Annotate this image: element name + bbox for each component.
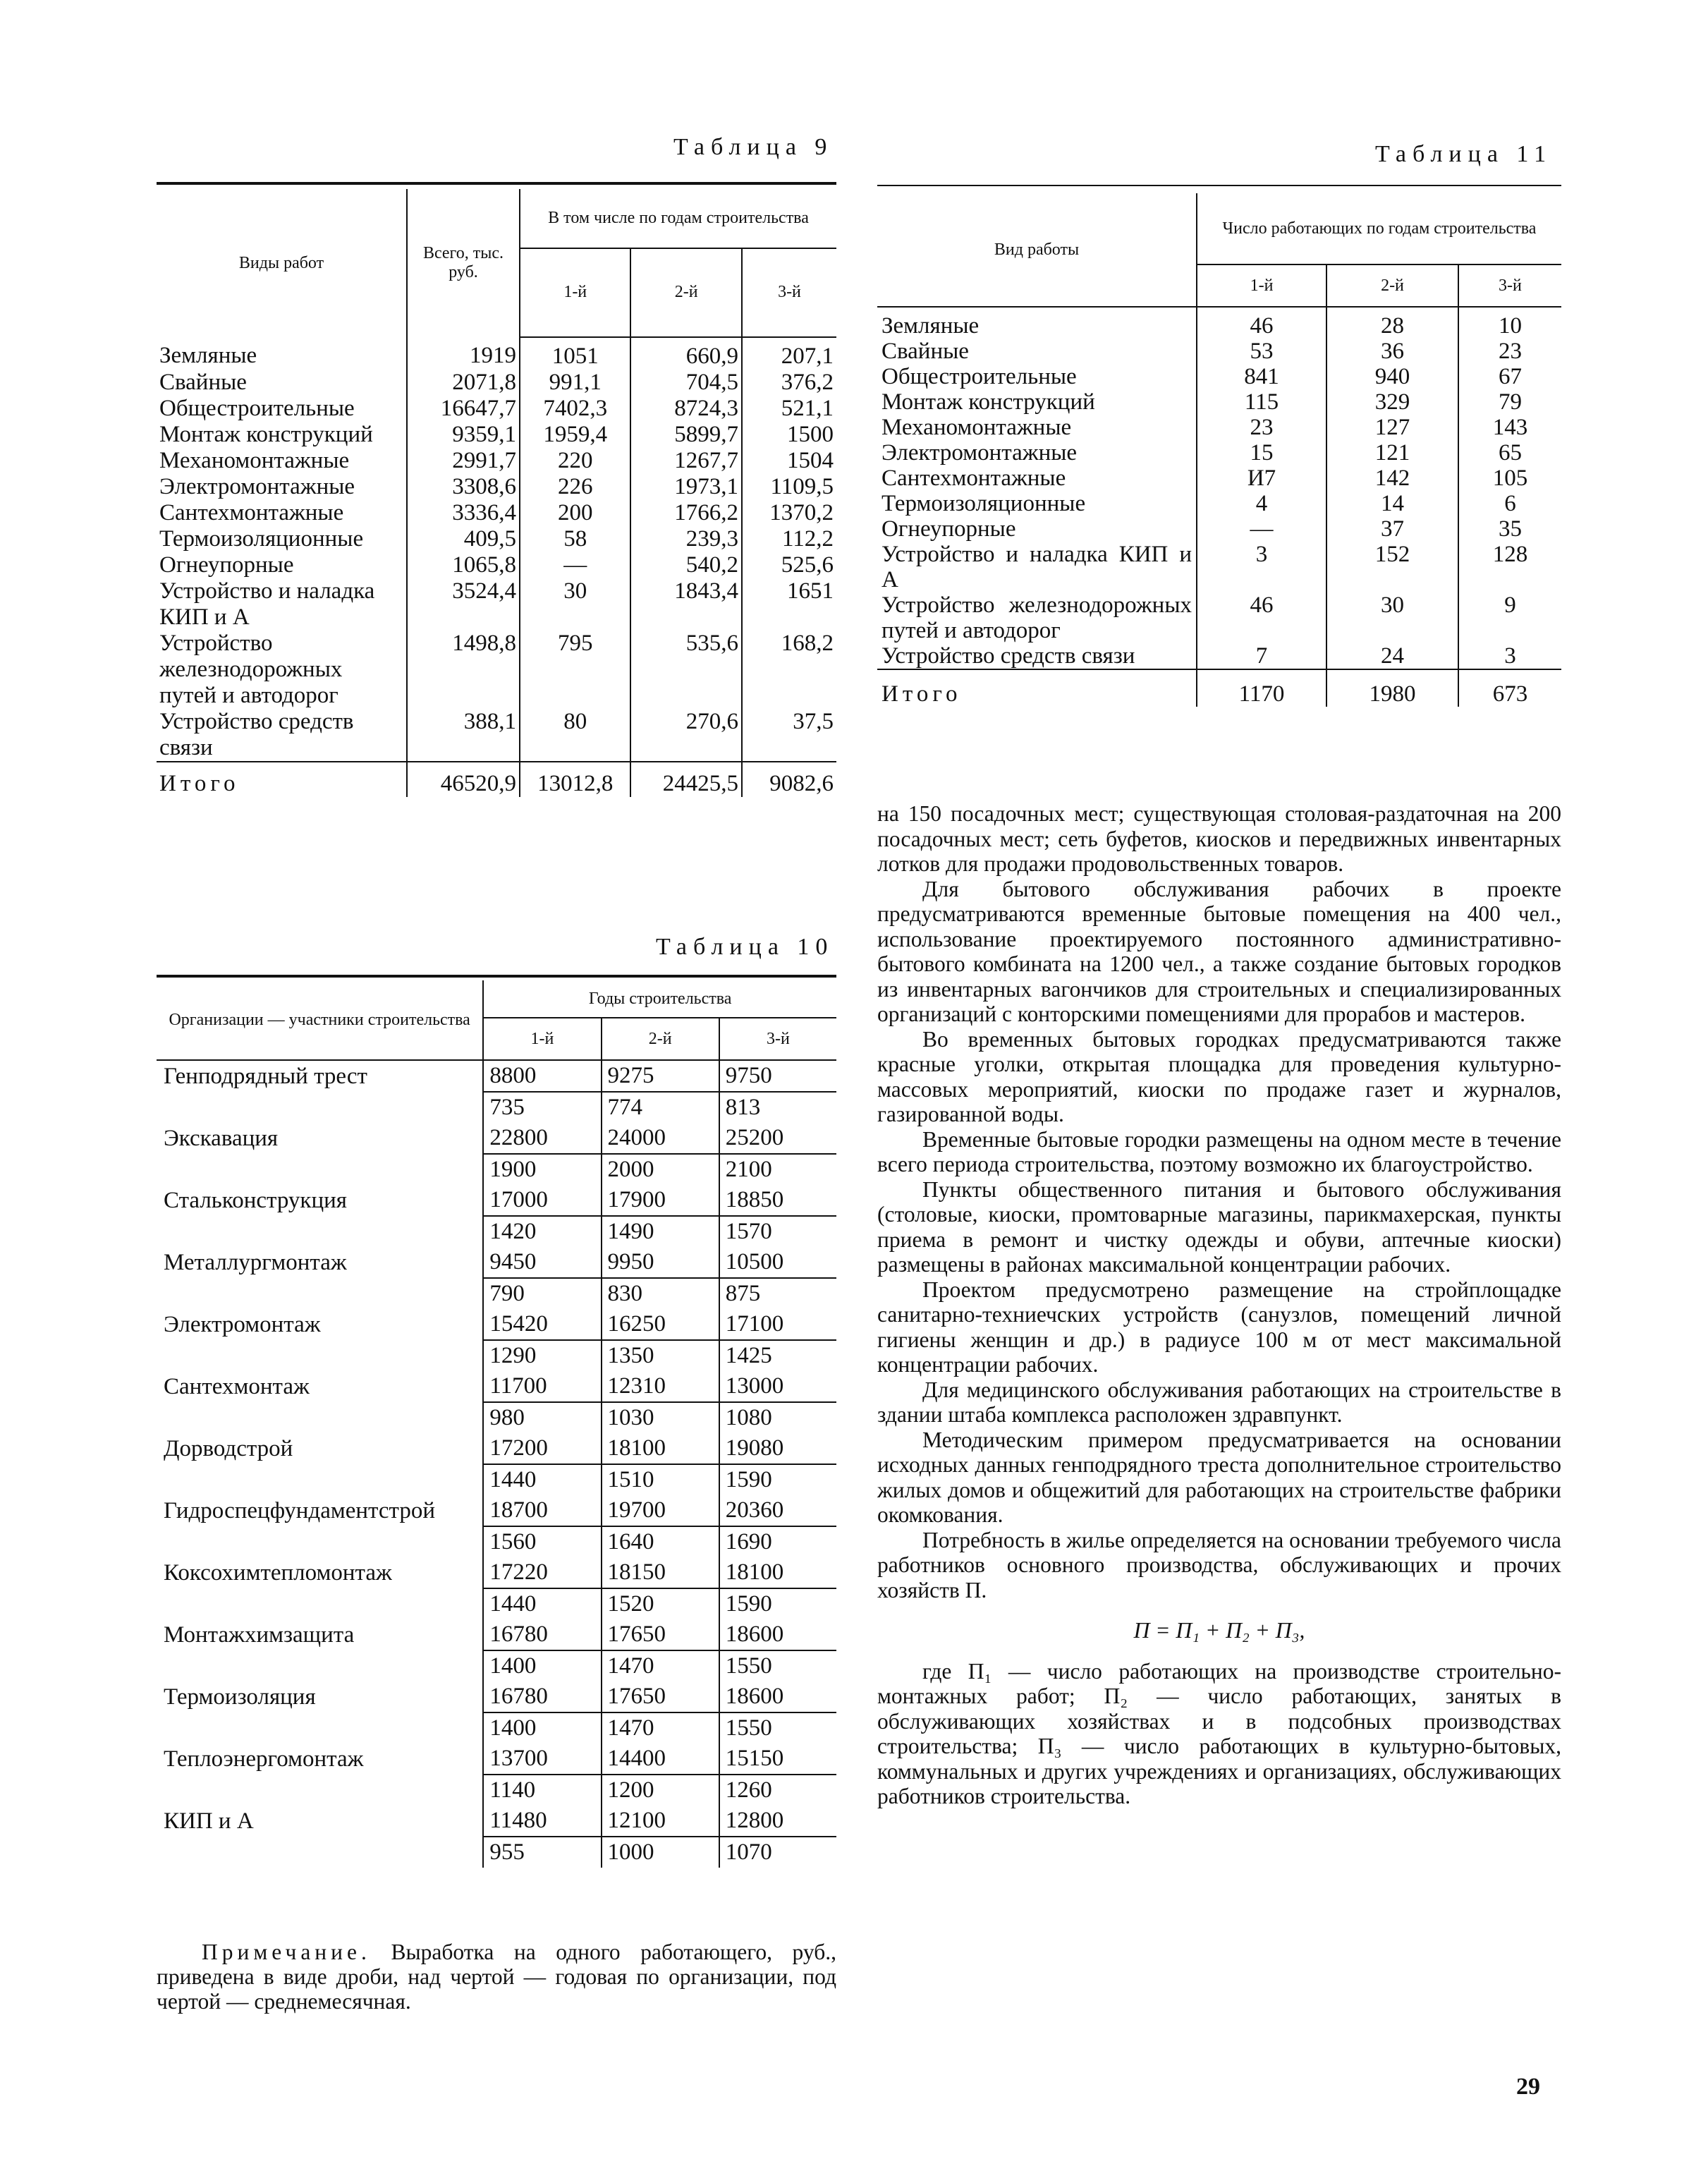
t10-monthly: 1400 (483, 1650, 601, 1681)
t11-y3: 143 (1458, 415, 1561, 440)
t10-annual: 20360 (719, 1495, 836, 1526)
t9-kind: Монтаж конструкций (159, 422, 373, 447)
t9-y3: 37,5 (742, 709, 836, 762)
t11-y3: 10 (1458, 307, 1561, 339)
t9-total-y3: 9082,6 (742, 762, 836, 797)
t11-total-label: Итого (877, 669, 1197, 707)
paragraph: Потребность в жилье определяется на основании требуемого числа работников основного производства, обслуживающих и прочих хозяйств П. (877, 1527, 1561, 1602)
table10 (157, 980, 836, 1868)
t9-kind: Механомонтажные (159, 448, 350, 473)
t11-y2: 30 (1326, 592, 1458, 643)
t11-head-y1: 1-й (1197, 264, 1326, 307)
t10-monthly: 1590 (719, 1588, 836, 1619)
t10-monthly: 2100 (719, 1154, 836, 1185)
t10-annual: 19700 (602, 1495, 719, 1526)
t9-body (157, 337, 836, 797)
t10-monthly: 1420 (483, 1216, 601, 1247)
t9-y2: 1766,2 (630, 500, 741, 526)
t10-monthly: 735 (483, 1092, 601, 1123)
t10-monthly: 875 (719, 1278, 836, 1309)
t11-total-row (877, 669, 1561, 707)
t10-monthly: 1000 (602, 1837, 719, 1868)
t9-total: 3524,4 (407, 578, 520, 631)
t10-body (157, 1060, 836, 1868)
t10-org: Генподрядный трест (164, 1064, 367, 1089)
t11-y3: 3 (1458, 643, 1561, 669)
t9-row (157, 709, 836, 762)
t10-annual: 18850 (719, 1185, 836, 1216)
table11-top-rule (877, 185, 1561, 186)
t10-monthly: 1550 (719, 1712, 836, 1744)
paragraph: Для медицинского обслуживания работающих на строительстве в здании штаба комплекса расположен здравпункт. (877, 1377, 1561, 1427)
t11-y1: 841 (1197, 364, 1326, 389)
t10-monthly: 1490 (602, 1216, 719, 1247)
t10-annual: 15150 (719, 1744, 836, 1775)
t9-row (157, 552, 836, 578)
t9-y1: 226 (520, 474, 630, 500)
t9-kind: Общестроительные (159, 396, 355, 421)
t11-kind: Монтаж конструкций (882, 389, 1095, 415)
t10-row (157, 1433, 836, 1464)
t9-y3: 376,2 (742, 370, 836, 396)
t10-head-y1: 1-й (483, 1018, 601, 1060)
t9-total: 1498,8 (407, 631, 520, 709)
t10-annual: 18600 (719, 1619, 836, 1650)
t11-y1: 53 (1197, 339, 1326, 364)
t10-monthly: 2000 (602, 1154, 719, 1185)
t10-monthly: 1690 (719, 1526, 836, 1557)
t9-y3: 521,1 (742, 396, 836, 422)
t9-y1: 7402,3 (520, 396, 630, 422)
t10-annual: 16780 (483, 1681, 601, 1712)
page-number: 29 (1516, 2074, 1540, 2100)
t10-head-years: Годы строительства (483, 980, 836, 1018)
t10-monthly: 1350 (602, 1340, 719, 1371)
t9-y1: 1959,4 (520, 422, 630, 448)
t9-y2: 270,6 (630, 709, 741, 762)
t10-monthly: 790 (483, 1278, 601, 1309)
t9-total: 3336,4 (407, 500, 520, 526)
table11-caption: Таблица 11 (1375, 141, 1553, 167)
table9-top-rule (157, 182, 836, 185)
t10-monthly: 1900 (483, 1154, 601, 1185)
t10-org: Теплоэнергомонтаж (164, 1746, 364, 1772)
t9-y2: 1267,7 (630, 448, 741, 474)
t11-y1: — (1197, 516, 1326, 542)
t9-y1: 1051 (520, 337, 630, 370)
t11-row (877, 415, 1561, 440)
t9-y1: 200 (520, 500, 630, 526)
t10-annual: 14400 (602, 1744, 719, 1775)
t9-head-y1: 1-й (520, 248, 630, 337)
paragraph: Временные бытовые городки размещены на одном месте в течение всего периода строительства, поэтому возможно их благоустройство. (877, 1126, 1561, 1176)
t11-row (877, 389, 1561, 415)
t9-total: 1919 (407, 337, 520, 370)
t11-y1: 23 (1197, 415, 1326, 440)
t11-y1: 46 (1197, 307, 1326, 339)
t11-kind: Электромонтажные (882, 440, 1078, 466)
t11-y1: И7 (1197, 466, 1326, 491)
t11-y3: 23 (1458, 339, 1561, 364)
t9-y1: 80 (520, 709, 630, 762)
t9-y2: 540,2 (630, 552, 741, 578)
t10-annual: 12800 (719, 1806, 836, 1837)
t9-total: 409,5 (407, 526, 520, 552)
t10-row (157, 1185, 836, 1216)
t9-y3: 1109,5 (742, 474, 836, 500)
t11-row (877, 440, 1561, 466)
t9-row (157, 474, 836, 500)
t11-y3: 6 (1458, 491, 1561, 516)
t9-total: 2991,7 (407, 448, 520, 474)
body-text (877, 801, 1561, 1809)
t9-head-total: Всего, тыс. руб. (407, 189, 520, 337)
t10-monthly: 1590 (719, 1464, 836, 1495)
t10-monthly: 1640 (602, 1526, 719, 1557)
t10-row (157, 1060, 836, 1092)
t9-total-row (157, 762, 836, 797)
t11-row (877, 491, 1561, 516)
t10-org: Дорводстрой (164, 1436, 293, 1461)
note-label: Примечание. (202, 1940, 371, 1964)
t10-org: Электромонтаж (164, 1312, 321, 1337)
t11-row (877, 592, 1561, 643)
t10-annual: 10500 (719, 1247, 836, 1278)
t9-total-y2: 24425,5 (630, 762, 741, 797)
t11-row (877, 364, 1561, 389)
t9-y2: 1843,4 (630, 578, 741, 631)
t9-row (157, 631, 836, 709)
t10-monthly: 980 (483, 1402, 601, 1433)
t11-row (877, 643, 1561, 669)
t10-annual: 17000 (483, 1185, 601, 1216)
t11-total-y3: 673 (1458, 669, 1561, 707)
t10-org: Стальконструкция (164, 1188, 347, 1213)
t9-y2: 239,3 (630, 526, 741, 552)
t9-y1: 991,1 (520, 370, 630, 396)
t11-y2: 28 (1326, 307, 1458, 339)
t10-annual: 12310 (602, 1371, 719, 1402)
t9-head-kind: Виды работ (238, 253, 324, 272)
t10-org: Термоизоляция (164, 1684, 316, 1710)
t10-monthly: 774 (602, 1092, 719, 1123)
t10-monthly: 1440 (483, 1464, 601, 1495)
t10-annual: 9450 (483, 1247, 601, 1278)
t10-annual: 11700 (483, 1371, 601, 1402)
t11-y1: 115 (1197, 389, 1326, 415)
t10-row (157, 1744, 836, 1775)
t9-row (157, 500, 836, 526)
t10-annual: 16780 (483, 1619, 601, 1650)
t9-y1: 795 (520, 631, 630, 709)
t10-row (157, 1681, 836, 1712)
t9-grand-total: 46520,9 (407, 762, 520, 797)
t11-y3: 9 (1458, 592, 1561, 643)
table9 (157, 189, 836, 797)
t10-annual: 13700 (483, 1744, 601, 1775)
t9-y2: 5899,7 (630, 422, 741, 448)
t9-head-bygroup: В том числе по годам строительства (520, 189, 836, 248)
t10-annual: 18100 (602, 1433, 719, 1464)
t9-total: 9359,1 (407, 422, 520, 448)
t11-y1: 3 (1197, 542, 1326, 592)
t10-org: Гидроспецфундаментстрой (164, 1498, 436, 1523)
t10-monthly: 1400 (483, 1712, 601, 1744)
t10-monthly: 1570 (719, 1216, 836, 1247)
t10-annual: 13000 (719, 1371, 836, 1402)
t10-monthly: 1520 (602, 1588, 719, 1619)
t10-annual: 19080 (719, 1433, 836, 1464)
table10-note (157, 1940, 836, 2014)
t9-y3: 525,6 (742, 552, 836, 578)
t11-kind: Огнеупорные (882, 516, 1016, 542)
t10-monthly: 1510 (602, 1464, 719, 1495)
t10-annual: 25200 (719, 1123, 836, 1154)
t11-y2: 142 (1326, 466, 1458, 491)
t11-row (877, 542, 1561, 592)
t11-y2: 127 (1326, 415, 1458, 440)
t10-annual: 17650 (602, 1619, 719, 1650)
t9-y2: 704,5 (630, 370, 741, 396)
t9-y3: 1500 (742, 422, 836, 448)
t9-kind: Огнеупорные (159, 552, 294, 578)
t10-monthly: 1440 (483, 1588, 601, 1619)
t11-y3: 128 (1458, 542, 1561, 592)
table10-top-rule (157, 975, 836, 978)
t11-y3: 67 (1458, 364, 1561, 389)
t10-org: Металлургмонтаж (164, 1250, 347, 1275)
paragraph: Пункты общественного питания и бытового обслуживания (столовые, киоски, промтоварные магазины, парикмахерская, пункты приема в ремонт и чистку одежды и обуви, аптечные киоски) размещены в районах максимальной концентрации рабочих. (877, 1176, 1561, 1277)
t10-org: КИП и А (164, 1808, 254, 1834)
t10-annual: 17650 (602, 1681, 719, 1712)
t10-head-org: Организации — участники строительства (169, 1011, 470, 1029)
t11-kind: Устройство и наладка КИП и А (882, 542, 1192, 592)
t9-kind: Сантехмонтажные (159, 500, 344, 525)
t9-row (157, 448, 836, 474)
t10-annual: 16250 (602, 1309, 719, 1340)
t11-y2: 37 (1326, 516, 1458, 542)
t9-y1: — (520, 552, 630, 578)
t11-kind: Устройство средств связи (882, 643, 1135, 669)
t11-head-y3: 3-й (1458, 264, 1561, 307)
t10-monthly: 830 (602, 1278, 719, 1309)
t9-y3: 1370,2 (742, 500, 836, 526)
t11-head-y2: 2-й (1326, 264, 1458, 307)
t10-monthly: 1140 (483, 1775, 601, 1806)
t11-y1: 46 (1197, 592, 1326, 643)
t10-annual: 17100 (719, 1309, 836, 1340)
t11-kind: Механомонтажные (882, 415, 1072, 440)
t9-total: 3308,6 (407, 474, 520, 500)
t10-annual: 18700 (483, 1495, 601, 1526)
t11-kind: Свайные (882, 339, 969, 364)
t9-head-y3: 3-й (742, 248, 836, 337)
t10-monthly: 813 (719, 1092, 836, 1123)
t9-y1: 220 (520, 448, 630, 474)
paragraph: Проектом предусмотрено размещение на стройплощадке санитарно-техниечских устройств (санузлов, помещений личной гигиены женщин и др.) в радиусе 100 м от мест максимальной концентрации рабочих. (877, 1277, 1561, 1377)
t10-annual: 11480 (483, 1806, 601, 1837)
t10-annual: 22800 (483, 1123, 601, 1154)
t10-monthly: 1425 (719, 1340, 836, 1371)
t10-monthly: 1550 (719, 1650, 836, 1681)
t11-y3: 79 (1458, 389, 1561, 415)
t10-row (157, 1495, 836, 1526)
t11-head-count: Число работающих по годам строительства (1197, 193, 1561, 264)
t10-org: Монтажхимзащита (164, 1622, 355, 1648)
t10-annual: 8800 (483, 1060, 601, 1092)
t10-monthly: 1470 (602, 1712, 719, 1744)
t9-total: 1065,8 (407, 552, 520, 578)
t11-y2: 329 (1326, 389, 1458, 415)
t9-y1: 58 (520, 526, 630, 552)
t9-y3: 112,2 (742, 526, 836, 552)
table9-caption: Таблица 9 (673, 134, 834, 160)
t9-row (157, 396, 836, 422)
t9-kind: Устройство и наладка КИП и А (159, 578, 375, 630)
t10-row (157, 1619, 836, 1650)
t11-y2: 940 (1326, 364, 1458, 389)
paragraph: Во временных бытовых городках предусматриваются также красные уголки, открытая площадка для проведения культурно-массовых мероприятий, киоски по продаже газет и журналов, газированной воды. (877, 1026, 1561, 1126)
t9-y3: 207,1 (742, 337, 836, 370)
t9-total: 2071,8 (407, 370, 520, 396)
t10-row (157, 1309, 836, 1340)
t10-head-y2: 2-й (602, 1018, 719, 1060)
t10-annual: 18100 (719, 1557, 836, 1588)
t9-row (157, 422, 836, 448)
t10-annual: 18600 (719, 1681, 836, 1712)
t10-org: Коксохимтепломонтаж (164, 1560, 392, 1586)
t10-row (157, 1806, 836, 1837)
t10-monthly: 1070 (719, 1837, 836, 1868)
t9-total-y1: 13012,8 (520, 762, 630, 797)
t10-row (157, 1371, 836, 1402)
t9-kind: Свайные (159, 370, 247, 395)
t10-head-y3: 3-й (719, 1018, 836, 1060)
t10-monthly: 1200 (602, 1775, 719, 1806)
table10-caption: Таблица 10 (656, 934, 834, 960)
t10-monthly: 1260 (719, 1775, 836, 1806)
t11-total-y1: 1170 (1197, 669, 1326, 707)
t10-annual: 18150 (602, 1557, 719, 1588)
t9-head-y2: 2-й (630, 248, 741, 337)
t9-row (157, 526, 836, 552)
t10-annual: 15420 (483, 1309, 601, 1340)
t10-monthly: 1560 (483, 1526, 601, 1557)
t9-kind: Термоизоляционные (159, 526, 364, 552)
t10-monthly: 955 (483, 1837, 601, 1868)
t9-kind: Устройство железнодорожных путей и автодорог (159, 631, 343, 708)
paragraph: Для бытового обслуживания рабочих в проекте предусматриваются временные бытовые помещения на 400 чел., использование проектируемого постоянного административно-бытового комбината на 1200 чел., а также создание бытовых городков из инвентарных вагончиков для строительных и специализированных организаций с конторскими помещениями для прорабов и мастеров. (877, 876, 1561, 1026)
t9-row (157, 337, 836, 370)
t9-y2: 535,6 (630, 631, 741, 709)
t10-annual: 9750 (719, 1060, 836, 1092)
t10-monthly: 1080 (719, 1402, 836, 1433)
t11-kind: Сантехмонтажные (882, 466, 1066, 491)
t11-y2: 14 (1326, 491, 1458, 516)
t10-org: Сантехмонтаж (164, 1374, 310, 1399)
t9-y2: 8724,3 (630, 396, 741, 422)
t11-y2: 36 (1326, 339, 1458, 364)
t11-head-kind: Вид работы (994, 240, 1080, 259)
t11-body (877, 307, 1561, 707)
t11-row (877, 339, 1561, 364)
t11-row (877, 466, 1561, 491)
t11-y3: 35 (1458, 516, 1561, 542)
t10-annual: 17220 (483, 1557, 601, 1588)
t10-monthly: 1030 (602, 1402, 719, 1433)
t11-y1: 4 (1197, 491, 1326, 516)
t9-total: 16647,7 (407, 396, 520, 422)
t10-monthly: 1290 (483, 1340, 601, 1371)
t11-y2: 24 (1326, 643, 1458, 669)
t9-y3: 168,2 (742, 631, 836, 709)
note-text: Выработка на одного работающего, руб., приведена в виде дроби, над чертой — годовая по организации, под чертой — среднемесячная. (157, 1940, 836, 2014)
t10-row (157, 1247, 836, 1278)
t11-total-y2: 1980 (1326, 669, 1458, 707)
paragraph: на 150 посадочных мест; существующая столовая-раздаточная на 200 посадочных мест; сеть буфетов, киосков и передвижных инвентарных лотков для продажи продовольственных товаров. (877, 801, 1561, 876)
t9-y3: 1504 (742, 448, 836, 474)
t9-kind: Земляные (159, 343, 257, 368)
t11-row (877, 516, 1561, 542)
t10-annual: 17900 (602, 1185, 719, 1216)
t10-row (157, 1557, 836, 1588)
t9-total: 388,1 (407, 709, 520, 762)
t11-y3: 65 (1458, 440, 1561, 466)
t11-kind: Термоизоляционные (882, 491, 1086, 516)
t9-y2: 660,9 (630, 337, 741, 370)
formula: П = П₁ + П₂ + П₃, (1133, 1618, 1305, 1643)
t11-y2: 152 (1326, 542, 1458, 592)
t9-total-label: Итого (157, 762, 407, 797)
t10-annual: 24000 (602, 1123, 719, 1154)
t11-kind: Общестроительные (882, 364, 1077, 389)
t10-annual: 9950 (602, 1247, 719, 1278)
t9-row (157, 578, 836, 631)
t11-y1: 7 (1197, 643, 1326, 669)
t11-kind: Земляные (882, 313, 980, 339)
table11 (877, 193, 1561, 707)
t11-y1: 15 (1197, 440, 1326, 466)
t9-row (157, 370, 836, 396)
t10-monthly: 1470 (602, 1650, 719, 1681)
t11-kind: Устройство железнодорожных путей и автодорог (882, 592, 1192, 643)
t10-annual: 12100 (602, 1806, 719, 1837)
t9-y2: 1973,1 (630, 474, 741, 500)
t11-y2: 121 (1326, 440, 1458, 466)
t9-y3: 1651 (742, 578, 836, 631)
t9-kind: Устройство средств связи (159, 709, 354, 760)
t10-annual: 17200 (483, 1433, 601, 1464)
t11-row (877, 307, 1561, 339)
paragraph: где П₁ — число работающих на производстве строительно-монтажных работ; П₂ — число работающих, занятых в обслуживающих хозяйствах и в подсобных производствах строительства; П₃ — число работающих в культурно-бытовых, коммунальных и других учреждениях и организациях, обслуживающих работников строительства. (877, 1658, 1561, 1808)
t9-kind: Электромонтажные (159, 474, 355, 499)
t10-org: Экскавация (164, 1126, 279, 1151)
t10-annual: 9275 (602, 1060, 719, 1092)
t11-y3: 105 (1458, 466, 1561, 491)
paragraph: Методическим примером предусматривается на основании исходных данных генподрядного треста дополнительное строительство жилых домов и общежитий для работающих на строительстве фабрики окомкования. (877, 1427, 1561, 1527)
t9-y1: 30 (520, 578, 630, 631)
t10-row (157, 1123, 836, 1154)
